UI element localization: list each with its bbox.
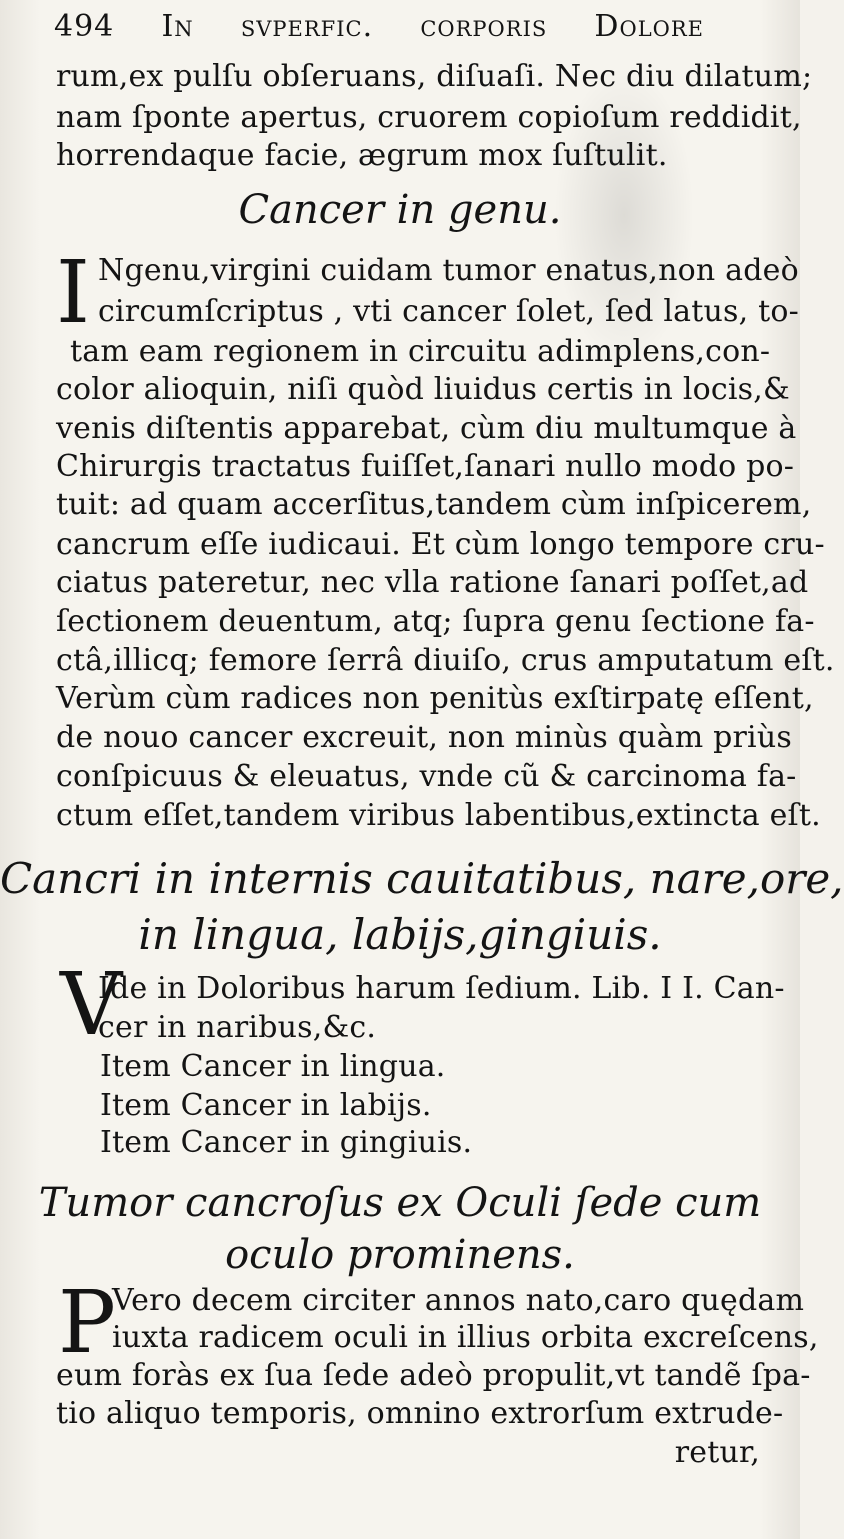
text-line: iuxta radicem oculi in illius orbita excreſcens,: [112, 1320, 819, 1355]
text-line: tuit: ad quam accerſitus,tandem cùm inſpicerem,: [56, 487, 812, 522]
text-line: venis diſtentis apparebat, cùm diu multumque à: [56, 411, 797, 446]
section-heading: oculo prominens.: [225, 1232, 575, 1278]
text-line: conſpicuus & eleuatus, vnde cũ & carcinoma fa-: [56, 759, 797, 794]
text-line: Chirurgis tractatus fuiſſet,ſanari nullo modo po-: [56, 449, 795, 484]
drop-cap-initial: I: [56, 243, 90, 343]
list-item: Item Cancer in lingua.: [100, 1049, 446, 1084]
catchword: retur,: [674, 1435, 760, 1470]
text-line: de nouo cancer excreuit, non minùs quàm priùs: [56, 720, 792, 755]
text-line: eum foràs ex ſua ſede adeò propulit,vt tandẽ ſpa-: [56, 1358, 811, 1393]
section-heading: Cancri in internis cauitatibus, nare,ore,: [0, 854, 844, 903]
text-line: tam eam regionem in circuitu adimplens,con-: [70, 334, 771, 369]
list-item: Item Cancer in labijs.: [100, 1088, 432, 1123]
text-line: circumſcriptus , vti cancer ſolet, ſed latus, to-: [98, 294, 799, 329]
text-line: ſectionem deuentum, atq; ſupra genu ſectione fa-: [56, 604, 815, 639]
text-line: cer in naribus,&c.: [98, 1010, 377, 1045]
text-line: Verùm cùm radices non penitùs exſtirpatę eſſent,: [56, 681, 814, 716]
page-number: 494: [54, 9, 115, 44]
running-title: In svperfic. corporis Dolore: [161, 9, 704, 44]
text-line: ciatus pateretur, nec vlla ratione ſanari poſſet,ad: [56, 565, 809, 600]
text-line: ctum eſſet,tandem viribus labentibus,extincta eſt.: [56, 798, 821, 833]
section-heading: in lingua, labijs,gingiuis.: [138, 910, 662, 959]
text-line: tio aliquo temporis, omnino extrorſum extrude-: [56, 1396, 784, 1431]
section-heading: Tumor cancroſus ex Oculi ſede cum: [38, 1180, 762, 1226]
text-line: Ngenu,virgini cuidam tumor enatus,non adeò: [98, 253, 799, 288]
text-line: nam ſponte apertus, cruorem copioſum reddidit,: [56, 100, 802, 135]
section-heading: Cancer in genu.: [238, 187, 562, 233]
running-header: [54, 10, 704, 44]
text-line: rum,ex pulſu obſeruans, diſuaſi. Nec diu dilatum;: [56, 59, 813, 94]
text-line: horrendaque facie, ægrum mox ſuſtulit.: [56, 138, 668, 173]
text-line: Vero decem circiter annos nato,caro quędam: [112, 1283, 805, 1318]
drop-cap-initial: P: [58, 1273, 116, 1373]
list-item: Item Cancer in gingiuis.: [100, 1125, 473, 1160]
text-line: cancrum eſſe iudicaui. Et cùm longo tempore cru-: [56, 527, 825, 562]
drop-cap-initial: V: [60, 955, 123, 1055]
text-line: Ide in Doloribus harum ſedium. Lib. I I. Can-: [98, 971, 785, 1006]
text-line: ctâ,illicq; femore ſerrâ diuiſo, crus amputatum eſt.: [56, 643, 835, 678]
text-line: color alioquin, niſi quòd liuidus certis in locis,&: [56, 372, 790, 407]
